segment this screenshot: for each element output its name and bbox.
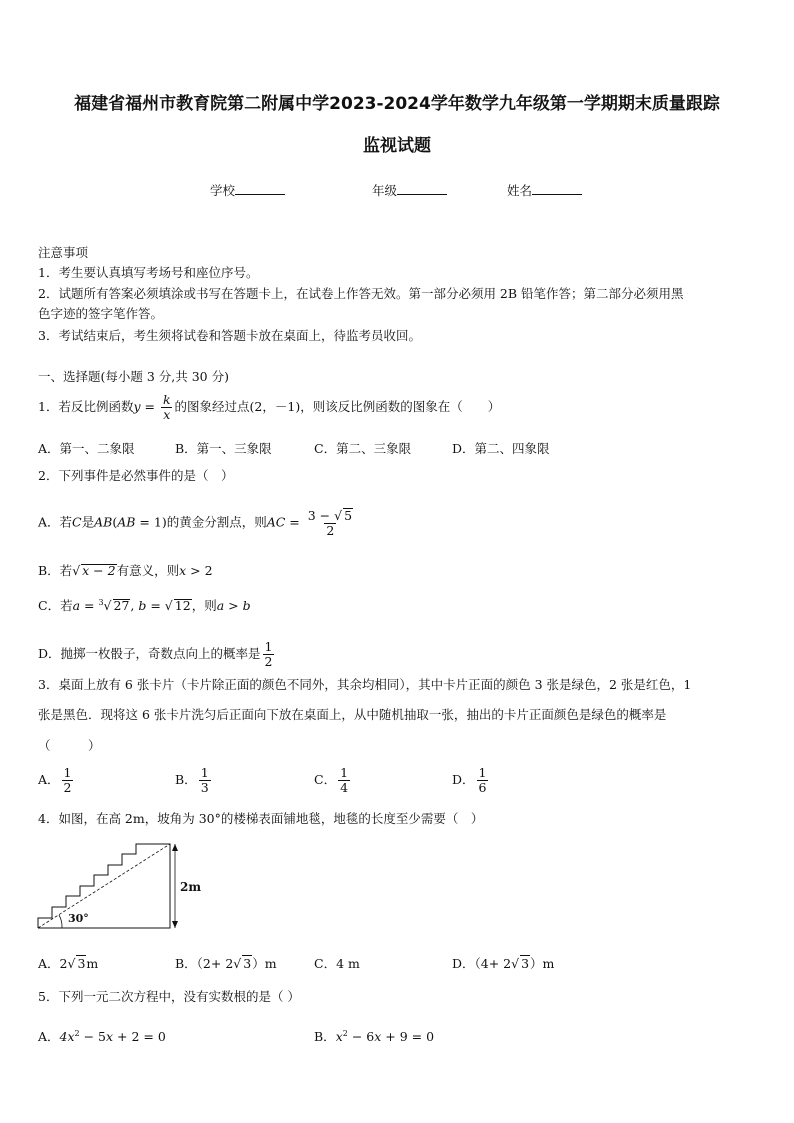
q2-option-a[interactable]: A．若C是AB(AB = 1)的黄金分割点，则AC = $\frac{3 - √ 5}{2}$ [38,508,353,538]
k-over-x-fraction: $\frac{k}{x}$ [162,392,171,422]
angle-label: 30° [68,912,89,925]
name-field[interactable]: 姓名 [507,181,582,199]
section-heading: 一、选择题(每小题 3 分,共 30 分) [38,369,229,384]
slope-line [38,844,170,928]
q1-option-b[interactable]: B．第一、三象限 [175,441,272,456]
q1-option-a[interactable]: A．第一、二象限 [38,441,135,456]
angle-arc [59,915,62,928]
exam-title-line2: 监视试题 [363,136,431,156]
q3-option-d[interactable]: D． $\frac{1}{6}$ [452,765,487,795]
q3-option-b[interactable]: B． $\frac{1}{3}$ [175,765,209,795]
q5-option-a[interactable]: A．$4x^2 - 5x + 2 = 0$ [38,1028,166,1044]
q5-option-b[interactable]: B．$x^2 - 6x + 9 = 0$ [314,1028,435,1044]
q4-option-a[interactable]: A．2√ 3m [38,956,99,971]
question-1-stem: 1．若反比例函数y = $\frac{k}{x}$ 的图象经过点(2，－1)，则该反比例函数的图象在（ ） [38,392,501,422]
q4-option-b[interactable]: B．（2+ 2√ 3）m [175,956,277,971]
notice-heading: 注意事项 [38,245,89,260]
height-arrow-bottom [172,921,178,928]
grade-field[interactable]: 年级 [372,181,447,199]
notice-item-3: 3．考试结束后，考生须将试卷和答题卡放在桌面上，待监考员收回。 [38,328,421,343]
q4-option-c[interactable]: C．4 m [314,956,360,971]
question-3-line-1: 3．桌面上放有 6 张卡片（卡片除正面的颜色不同外，其余均相同），其中卡片正面的颜色 3 张是绿色，2 张是红色，1 [38,677,692,692]
q3-option-a[interactable]: A． $\frac{1}{2}$ [38,765,72,795]
q2-option-c[interactable]: C．若a = $^3$√ 27, b = √ 12，则a > b [38,598,251,614]
q1-option-c[interactable]: C．第二、三象限 [314,441,412,456]
question-3-line-3: （ ） [38,738,101,753]
q4-option-d[interactable]: D．（4+ 2√ 3）m [452,956,555,971]
question-3-line-2: 张是黑色．现将这 6 张卡片洗匀后正面向下放在桌面上，从中随机抽取一张，抽出的卡片正面颜色是绿色的概率是 [38,707,667,722]
staircase-diagram [32,836,212,936]
q1-option-d[interactable]: D．第二、四象限 [452,441,550,456]
question-4-stem: 4．如图，在高 2m，坡角为 30°的楼梯表面铺地毯，地毯的长度至少需要（ ） [38,811,484,826]
q3-option-c[interactable]: C． $\frac{1}{4}$ [314,765,349,795]
notice-item-2b: 色字迹的签字笔作答。 [38,306,164,321]
q2-option-b[interactable]: B．若√ x − 2有意义，则x > 2 [38,563,213,578]
notice-item-2a: 2．试题所有答案必须填涂或书写在答题卡上，在试卷上作答无效。第一部分必须用 2B 铅笔作答；第二部分必须用黑 [38,286,684,301]
question-2-stem: 2．下列事件是必然事件的是（ ） [38,468,234,483]
height-arrow-top [172,844,178,851]
q2-option-d[interactable]: D．抛掷一枚骰子，奇数点向上的概率是 $\frac{1}{2}$ [38,639,273,669]
school-field[interactable]: 学校 [210,181,285,199]
exam-title-line1: 福建省福州市教育院第二附属中学2023-2024学年数学九年级第一学期期末质量跟踪 [74,94,720,114]
height-label: 2m [180,880,202,894]
notice-item-1: 1．考生要认真填写考场号和座位序号。 [38,265,259,280]
question-5-stem: 5．下列一元二次方程中，没有实数根的是（ ） [38,989,300,1004]
